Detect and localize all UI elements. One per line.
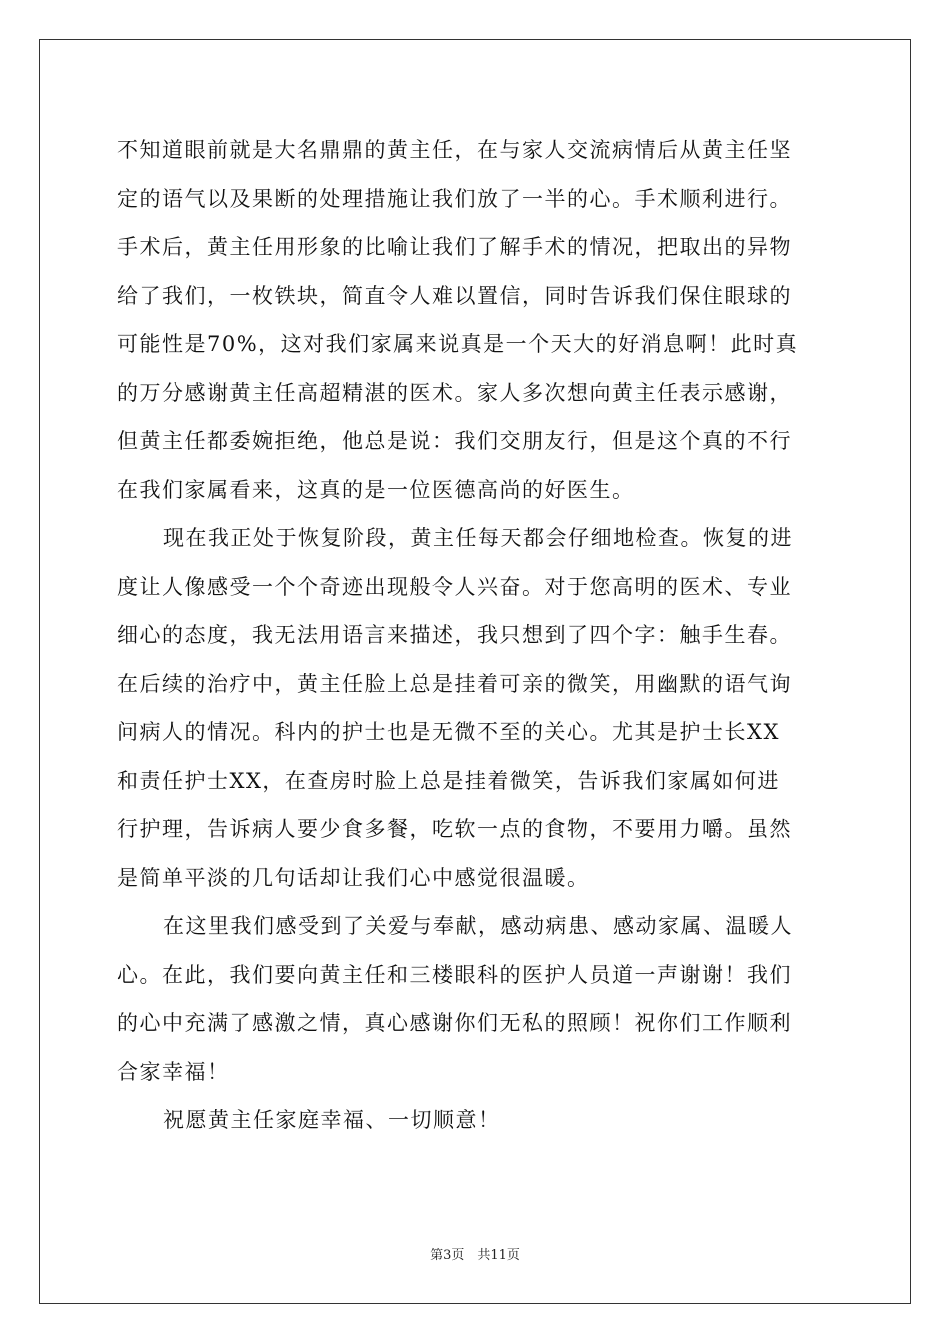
text-line: 和责任护士XX，在查房时脸上总是挂着微笑，告诉我们家属如何进 — [117, 768, 780, 793]
text-line: 手术后，黄主任用形象的比喻让我们了解手术的情况，把取出的异物 — [117, 235, 792, 259]
paragraph-start-line: 在这里我们感受到了关爱与奉献，感动病患、感动家属、温暖人 — [163, 914, 793, 938]
text-line: 不知道眼前就是大名鼎鼎的黄主任，在与家人交流病情后从黄主任坚 — [117, 138, 792, 162]
paragraph-start-line: 现在我正处于恢复阶段，黄主任每天都会仔细地检查。恢复的进 — [163, 526, 793, 550]
text-line: 定的语气以及果断的处理措施让我们放了一半的心。手术顺利进行。 — [117, 186, 792, 211]
text-line: 合家幸福！ — [117, 1059, 230, 1084]
text-line: 的心中充满了感激之情，真心感谢你们无私的照顾！祝你们工作顺利 — [117, 1011, 792, 1035]
paragraph-start-line: 祝愿黄主任家庭幸福、一切顺意！ — [163, 1108, 501, 1132]
page-number: 第3页 共11页 — [430, 1248, 520, 1263]
text-line: 问病人的情况。科内的护士也是无微不至的关心。尤其是护士长XX — [117, 720, 780, 744]
text-line: 可能性是70%，这对我们家属来说真是一个天大的好消息啊！此时真 — [117, 332, 799, 356]
text-line: 是简单平淡的几句话却让我们心中感觉很温暖。 — [117, 865, 590, 890]
text-line: 的万分感谢黄主任高超精湛的医术。家人多次想向黄主任表示感谢， — [117, 380, 792, 405]
text-line: 在后续的治疗中，黄主任脸上总是挂着可亲的微笑，用幽默的语气询 — [117, 671, 792, 696]
text-line: 在我们家属看来，这真的是一位医德高尚的好医生。 — [117, 477, 635, 502]
text-line: 度让人像感受一个个奇迹出现般令人兴奋。对于您高明的医术、专业 — [117, 574, 792, 599]
text-line: 心。在此，我们要向黄主任和三楼眼科的医护人员道一声谢谢！我们 — [117, 962, 792, 987]
text-line: 但黄主任都委婉拒绝，他总是说：我们交朋友行，但是这个真的不行 — [117, 429, 792, 453]
text-line: 行护理，告诉病人要少食多餐，吃软一点的食物，不要用力嚼。虽然 — [117, 817, 792, 841]
document-body — [117, 126, 833, 1145]
text-line: 给了我们，一枚铁块，简直令人难以置信，同时告诉我们保住眼球的 — [117, 283, 792, 308]
text-line: 细心的态度，我无法用语言来描述，我只想到了四个字：触手生春。 — [117, 623, 792, 647]
